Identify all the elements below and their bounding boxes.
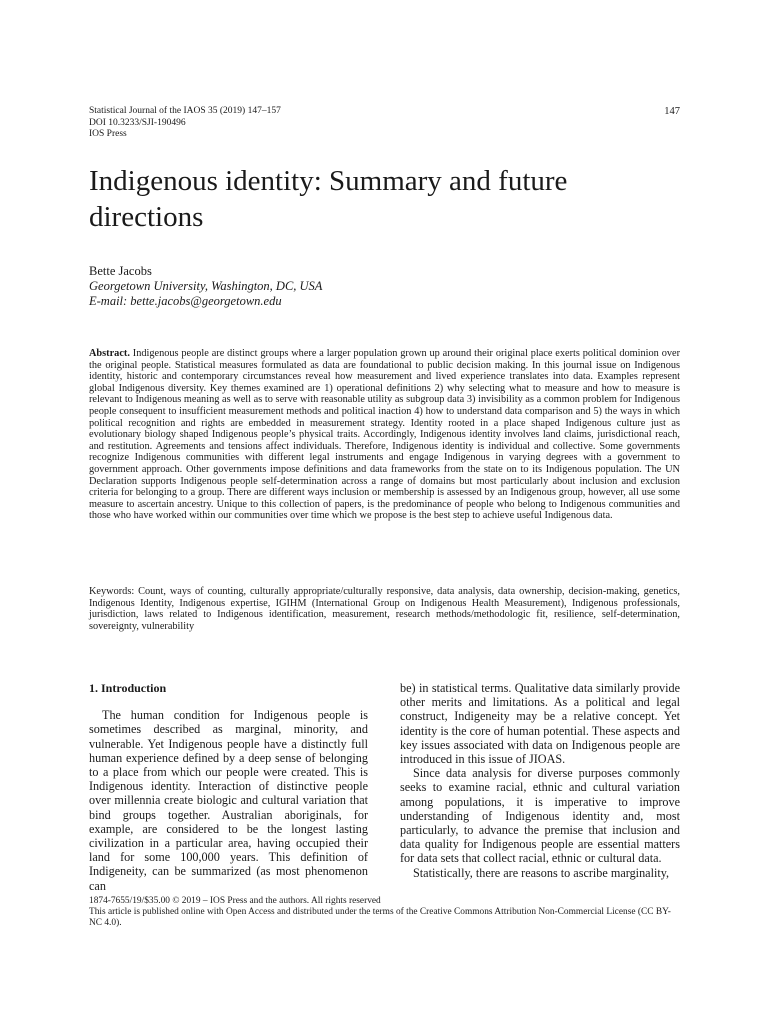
author-email: E-mail: bette.jacobs@georgetown.edu: [89, 294, 282, 308]
abstract-text: Indigenous people are distinct groups where a larger population grown up around their original place exerts political dominion over the original people. Statistical measures formulated as data are foundational to public decision making. In this journal issue on Indigenous identity, historic and contemporary circumstances reveal how measurement and lived experience translates into data. Examples represent global Indigenous diversity. Key themes examined are 1) operational definitions 2) why selecting what to measure and how to measure is relevant to Indigenous meaning as well as to serve with reasonable utility as subgroup data 3) invisibility as a common problem for Indigenous people consequent to insufficient measurement methods and political inaction 4) how to understand data comparison and 5) the ways in which political recognition and rights are embedded in measurement strategy. Identity rooted in a place shaped Indigenous culture just as evolutionary biology shaped Indigenous people’s physical traits. Accordingly, Indigenous identity involves land claims, jurisdictional reach, and restitution. Agreements and tensions affect individuals. Therefore, Indigenous identity is individual and collective. Some governments recognize Indigenous communities with different legal instruments and engage Indigenous in varying degrees with a government to government approach. Other governments impose definitions and data frameworks from the state on to its Indigenous population. The UN Declaration supports Indigenous people self-determination across a range of domains but most particularly about inclusion and exclusion criteria for belonging to a group. There are different ways inclusion or membership is assessed by an Indigenous group, however, all use some measure to ascertain ancestry. Unique to this collection of papers, is the predominance of people who belong to Indigenous communities and those who have worked within our communities over time which we propose is the best step to achieve useful Indigenous data.: [89, 348, 680, 522]
abstract: [89, 348, 680, 522]
intro-paragraph-3: Statistically, there are reasons to ascribe marginality,: [413, 865, 670, 880]
abstract-label: Abstract.: [89, 348, 130, 359]
intro-paragraph-2: Since data analysis for diverse purposes commonly seeks to examine racial, ethnic and cultural variation among populations, it is imperative to improve understanding of Indigenous identity and, most particularly, to advance the premise that inclusion and data quality for Indigenous people are essential matters for data sets that collect racial, ethnic or cultural data.: [400, 766, 680, 866]
copyright-line: 1874-7655/19/$35.00 © 2019 – IOS Press and the authors. All rights reserved: [89, 896, 381, 906]
intro-paragraph-continued: be) in statistical terms. Qualitative data similarly provide other merits and limitations. As a political and legal construct, Indigeneity may be a relative concept. Yet identity is the core of human potential. These aspects and key issues associated with data on Indigenous people are introduced in this issue of JIOAS.: [400, 681, 680, 767]
left-column: [89, 681, 368, 893]
footer: [89, 896, 680, 930]
right-column: [400, 681, 680, 880]
keywords: Keywords: Count, ways of counting, culturally appropriate/culturally responsive, data analysis, data ownership, decision-making, genetics, Indigenous Identity, Indigenous expertise, IGIHM (International Group on Indigenous Health Measurement), Indigenous professionals, jurisdiction, laws related to Indigenous identification, measurement, research methods/methodologic fit, resilience, self-determination, sovereignty, vulnerability: [89, 586, 680, 632]
license-line: This article is published online with Open Access and distributed under the terms of the Creative Commons Attribution Non-Commercial License (CC BY-NC 4.0).: [89, 907, 671, 929]
journal-header: [89, 106, 281, 141]
page-number: 147: [664, 106, 680, 117]
author-affiliation: Georgetown University, Washington, DC, USA: [89, 279, 323, 293]
author-name: Bette Jacobs: [89, 264, 152, 278]
article-title: Indigenous identity: Summary and future directions: [89, 165, 568, 233]
intro-paragraph: The human condition for Indigenous people is sometimes described as marginal, minority, and vulnerable. Yet Indigenous people have a distinctly full human experience defined by a deep sense of belonging to a place from which our people were created. This is Indigenous identity. Interaction of distinctive people over millennia create biologic and cultural variation that bind groups together. Australian aboriginals, for example, are considered to be the longest lasting civilization in a particular area, having occupied their land for some 100,000 years. This definition of Indigeneity, can be summarized (as most phenomenon can: [89, 708, 368, 893]
journal-citation: Statistical Journal of the IAOS 35 (2019) 147–157: [89, 106, 281, 116]
doi: DOI 10.3233/SJI-190496: [89, 117, 186, 128]
author-block: [89, 264, 322, 309]
section-heading: 1. Introduction: [89, 681, 167, 695]
publisher: IOS Press: [89, 129, 127, 139]
